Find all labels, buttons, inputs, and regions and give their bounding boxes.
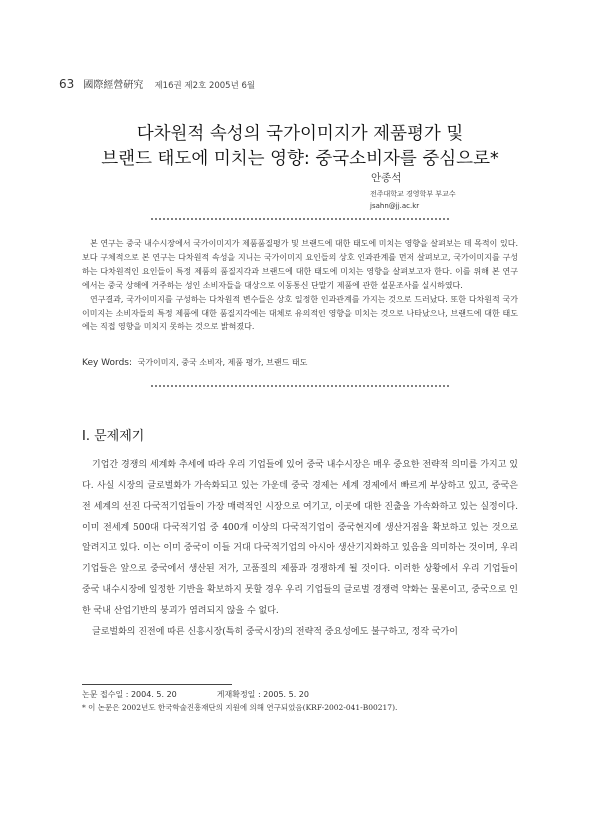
submission-dates [82, 689, 309, 700]
journal-name: 國際經營硏究 [83, 80, 144, 91]
abstract [82, 237, 518, 334]
section-heading: Ⅰ. 문제제기 [82, 429, 145, 444]
issue-info: 제16권 제2호 2005년 6월 [154, 81, 256, 91]
footnote-rule [82, 684, 232, 685]
paper-title-line-1: 다차원적 속성의 국가이미지가 제품평가 및 [136, 124, 464, 144]
author-block [370, 170, 456, 210]
accepted-date: 게재확정일 : 2005. 5. 20 [216, 690, 309, 699]
abstract-paragraph-2: 연구결과, 국가이미지를 구성하는 다차원적 변수들은 상호 일정한 인과관계를 가지는 것으로 드러났다. 또한 다차원적 국가이미지는 소비자들의 특정 제품에 대한 품질지각에는 대체로 유의적인 영향을 미치는 것으로 나타났으나, 브랜드에 대한 태도에는 직접 영향을 미치지 못하는 것으로 밝혀졌다. [82, 294, 518, 332]
received-date: 논문 접수일 : 2004. 5. 20 [82, 690, 177, 699]
author-email: jsahn@jj.ac.kr [370, 202, 420, 210]
body-paragraph-2: 글로벌화의 진전에 따른 신흥시장(특히 중국시장)의 전략적 중요성에도 불구하고, 정작 국가이 [92, 626, 459, 637]
abstract-paragraph-1: 본 연구는 중국 내수시장에서 국가이미지가 제품품질평가 및 브랜드에 대한 태도에 미치는 영향을 살펴보는 데 목적이 있다. 보다 구체적으로 본 연구는 다차원적 속성을 지니는 국가이미지 요인들의 상호 인과관계를 먼저 살펴보고, 국가이미지를 구성하는 다차원적인 요인들이 특정 제품의 품질지각과 브랜드에 대한 태도에 미치는 영향을 살펴보고자 한다. 이를 위해 본 연구에서는 중국 상해에 거주하는 성인 소비자들을 대상으로 이동통신 단말기 제품에 관한 설문조사를 실시하였다. [82, 239, 518, 290]
author-affiliation: 전주대학교 경영학부 부교수 [370, 190, 456, 198]
body-text [82, 455, 518, 643]
keywords-list: 국가이미지, 중국 소비자, 제품 평가, 브랜드 태도 [137, 358, 308, 367]
dotted-divider-bottom [150, 385, 450, 387]
funding-footnote: * 이 논문은 2002년도 한국학술진흥재단의 지원에 의해 연구되었음(KRF-2002-041-B00217). [82, 703, 398, 712]
running-header [59, 73, 255, 92]
paper-title-line-2: 브랜드 태도에 미치는 영향: 중국소비자를 중심으로* [101, 149, 499, 169]
body-paragraph-1: 기업간 경쟁의 세계화 추세에 따라 우리 기업들에 있어 중국 내수시장은 매우 중요한 전략적 의미를 가지고 있다. 사실 시장의 글로벌화가 가속화되고 있는 가운데 중국 경제는 세계 경제에서 빠르게 부상하고 있고, 중국은 전 세계의 선진 다국적기업들이 가장 매력적인 시장으로 여기고, 이곳에 대한 진출을 가속화하고 있는 실정이다. 이미 전세계 500대 다국적기업 중 400개 이상의 다국적기업이 중국현지에 생산거점을 확보하고 있는 것으로 알려지고 있다. 이는 이미 중국이 이들 거대 다국적기업의 아시아 생산기지화하고 있음을 의미하는 것이며, 우리 기업들은 앞으로 중국에서 생산된 저가, 고품질의 제품과 경쟁하게 될 것이다. 이러한 상황에서 우리 기업들이 중국 내수시장에 일정한 기반을 확보하지 못할 경우 우리 기업들의 글로벌 경쟁력 약화는 물론이고, 중국으로 인한 국내 산업기반의 붕괴가 염려되지 않을 수 없다. [82, 460, 518, 616]
page-number: 63 [59, 77, 75, 91]
dotted-divider-top [150, 218, 450, 220]
keywords-label: Key Words: [82, 358, 133, 368]
keywords [82, 357, 307, 368]
author-name: 안종석 [371, 172, 402, 184]
